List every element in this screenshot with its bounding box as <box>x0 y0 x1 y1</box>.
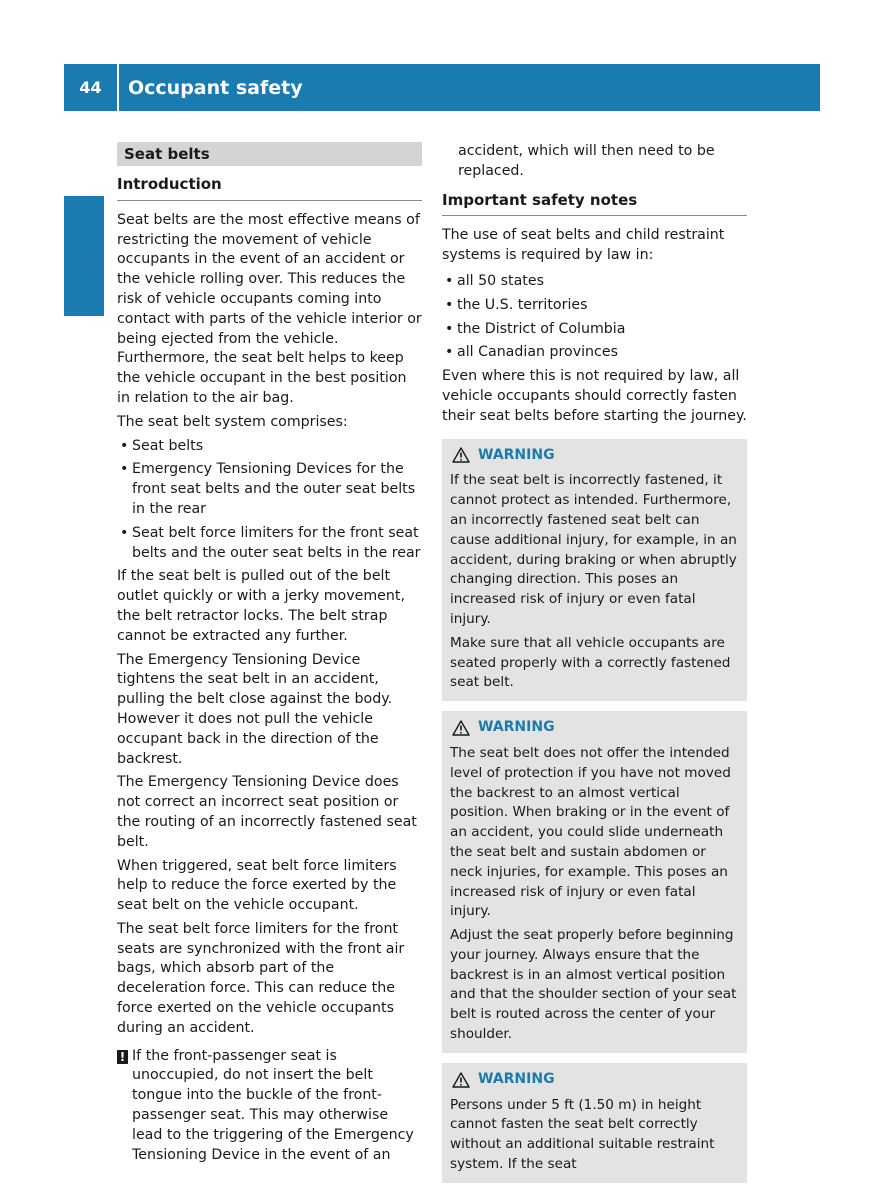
list-item: • the U.S. territories <box>442 296 747 316</box>
list-item: • Emergency Tensioning Devices for the front seat belts and the outer seat belts in the rear <box>117 460 422 519</box>
warning-title <box>452 1070 740 1090</box>
warning-label: WARNING <box>478 446 555 463</box>
warning-title <box>452 446 740 466</box>
law-list <box>442 272 747 363</box>
system-intro: The seat belt system comprises: <box>117 413 348 430</box>
warning-paragraph: If the seat belt is incorrectly fastened, it cannot protect as intended. Furthermore, an incorrectly fastened seat belt can cause additional injury, for example, in an accident, during braking or when abruptly changing direction. This poses an increased risk of injury or even fatal injury. <box>450 472 737 627</box>
side-tab <box>64 230 119 320</box>
force-limiters-paragraph: When triggered, seat belt force limiters help to reduce the force exerted by the seat belt on the vehicle occupant. <box>117 857 397 914</box>
exclamation-icon: ! <box>117 1050 128 1064</box>
warning-triangle-icon <box>452 720 470 736</box>
subheading-safety-notes: Important safety notes <box>442 191 747 217</box>
warning-title <box>452 718 740 738</box>
list-item: • the District of Columbia <box>442 320 747 340</box>
etd-tightens-paragraph: The Emergency Tensioning Device tightens the seat belt in an accident, pulling the belt close against the body. However it does not pull the vehicle occupant back in the direction of the backrest. <box>117 651 393 767</box>
warning-triangle-icon <box>452 1072 470 1088</box>
retractor-paragraph: If the seat belt is pulled out of the belt outlet quickly or with a jerky movement, the belt retractor locks. The belt strap cannot be extracted any further. <box>117 568 405 644</box>
list-item: • all 50 states <box>442 272 747 292</box>
warning-label: WARNING <box>478 719 555 736</box>
intro-paragraph: Seat belts are the most effective means of restricting the movement of vehicle occupants in the event of an accident or the vehicle rolling over. This reduces the risk of vehicle occupants coming into contact with parts of the vehicle interior or being ejected from the vehicle. Furthermore, the seat belt helps to keep the vehicle occupant in the best position in relation to the air bag. <box>117 211 422 406</box>
etd-not-correct-paragraph: The Emergency Tensioning Device does not correct an incorrect seat position or the routing of an incorrectly fastened seat belt. <box>117 774 417 850</box>
right-column <box>442 142 747 1193</box>
warning-box-3 <box>442 1063 747 1183</box>
side-tab-label: Safety <box>80 240 103 310</box>
page-title: Occupant safety <box>128 76 303 99</box>
warning-triangle-icon <box>452 447 470 463</box>
law-intro: The use of seat belts and child restraint systems is required by law in: <box>442 227 725 264</box>
list-item: • Seat belt force limiters for the front seat belts and the outer seat belts in the rear <box>117 524 422 564</box>
synchronized-paragraph: The seat belt force limiters for the front seats are synchronized with the front air bags, which absorb part of the deceleration force. This can reduce the force exerted on the vehicle occupants during an accident. <box>117 920 405 1036</box>
warning-paragraph: Make sure that all vehicle occupants are seated properly with a correctly fastened seat belt. <box>450 634 731 691</box>
warning-box-2 <box>442 711 747 1053</box>
warning-paragraph: The seat belt does not offer the intended level of protection if you have not moved the backrest to an almost vertical position. When braking or in the event of an accident, you could slide underneath the seat belt and sustain abdomen or neck injuries, for example. This poses an increased risk of injury or even fatal injury. <box>450 744 731 920</box>
note-block <box>117 1047 422 1166</box>
subheading-introduction: Introduction <box>117 175 422 201</box>
warning-box-1 <box>442 439 747 702</box>
law-outro: Even where this is not required by law, all vehicle occupants should correctly fasten their seat belts before starting the journey. <box>442 368 747 424</box>
list-item: • Seat belts <box>117 437 422 457</box>
note-text: If the front-passenger seat is unoccupied, do not insert the belt tongue into the buckle of the front-passenger seat. This may otherwise lead to the triggering of the Emergency Tensioning Device in the event of an <box>132 1047 414 1163</box>
left-column <box>117 142 422 1165</box>
section-title: Seat belts <box>117 142 422 166</box>
warning-paragraph: Persons under 5 ft (1.50 m) in height cannot fasten the seat belt correctly without an additional suitable restraint system. If the seat <box>450 1096 715 1173</box>
continued-text: accident, which will then need to be replaced. <box>458 143 715 179</box>
page-number: 44 <box>64 64 119 111</box>
warning-label: WARNING <box>478 1070 555 1087</box>
list-item: • all Canadian provinces <box>442 343 747 363</box>
system-list <box>117 437 422 564</box>
warning-paragraph: Adjust the seat properly before beginning your journey. Always ensure that the backrest is in an almost vertical position and that the shoulder section of your seat belt is routed across the center of your shoulder. <box>450 927 737 1043</box>
